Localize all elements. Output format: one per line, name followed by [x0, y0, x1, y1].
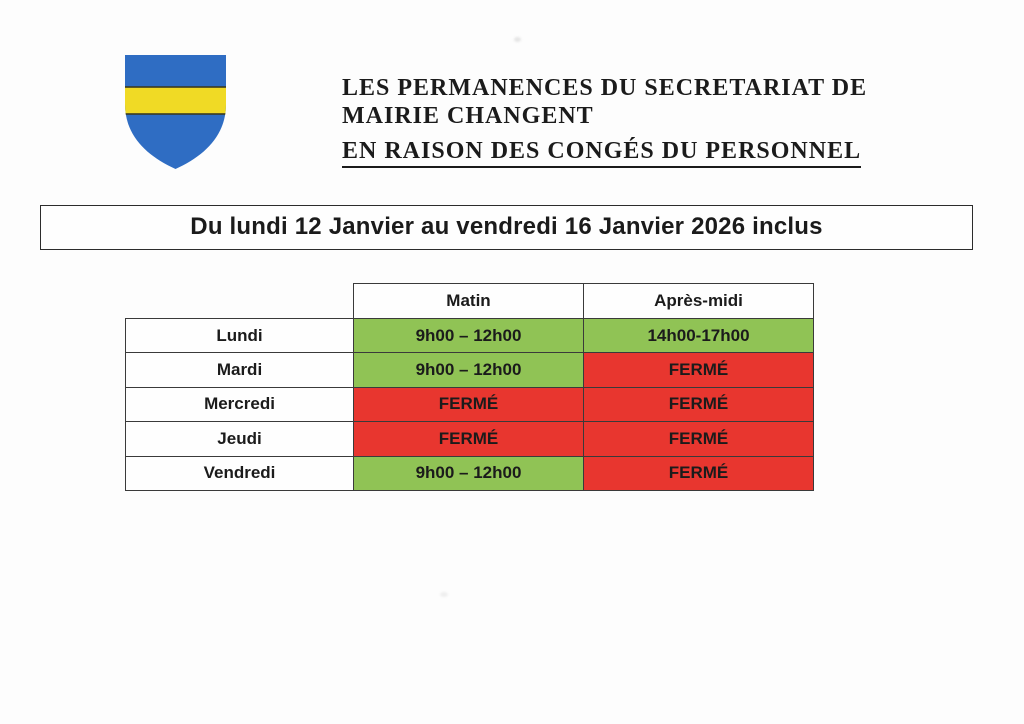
schedule-header-row: [126, 284, 814, 319]
town-coat-of-arms: [120, 52, 231, 172]
day-cell: Jeudi: [126, 422, 354, 456]
document-title-line-2: MAIRIE CHANGENT: [342, 103, 594, 129]
day-cell: Mardi: [126, 353, 354, 387]
schedule-row: [126, 353, 814, 387]
schedule-table: [125, 283, 814, 491]
matin-cell: 9h00 – 12h00: [354, 353, 584, 387]
document-subtitle-text: EN RAISON DES CONGÉS DU PERSONNEL: [342, 138, 861, 168]
shield-band: [120, 87, 231, 114]
matin-cell: 9h00 – 12h00: [354, 456, 584, 490]
title-block: [342, 74, 902, 165]
header-spacer-cell: [126, 284, 354, 319]
scan-speck: [440, 592, 448, 597]
schedule-table-body: [126, 319, 814, 491]
schedule-row: [126, 456, 814, 490]
apres-midi-cell: 14h00-17h00: [584, 319, 814, 353]
apres-midi-cell: FERMÉ: [584, 387, 814, 421]
document-subtitle: [342, 137, 902, 165]
date-range-banner: [40, 205, 973, 250]
schedule-row: [126, 319, 814, 353]
date-range-text: Du lundi 12 Janvier au vendredi 16 Janvier 2026 inclus: [190, 213, 823, 240]
day-cell: Lundi: [126, 319, 354, 353]
document-title-line-1: LES PERMANENCES DU SECRETARIAT DE: [342, 75, 868, 101]
day-cell: Vendredi: [126, 456, 354, 490]
apres-midi-cell: FERMÉ: [584, 456, 814, 490]
schedule-row: [126, 422, 814, 456]
scan-speck: [514, 37, 521, 42]
day-cell: Mercredi: [126, 387, 354, 421]
column-header-matin: Matin: [354, 284, 584, 319]
apres-midi-cell: FERMÉ: [584, 422, 814, 456]
matin-cell: FERMÉ: [354, 422, 584, 456]
schedule-row: [126, 387, 814, 421]
apres-midi-cell: FERMÉ: [584, 353, 814, 387]
column-header-apres-midi: Après-midi: [584, 284, 814, 319]
matin-cell: 9h00 – 12h00: [354, 319, 584, 353]
matin-cell: FERMÉ: [354, 387, 584, 421]
